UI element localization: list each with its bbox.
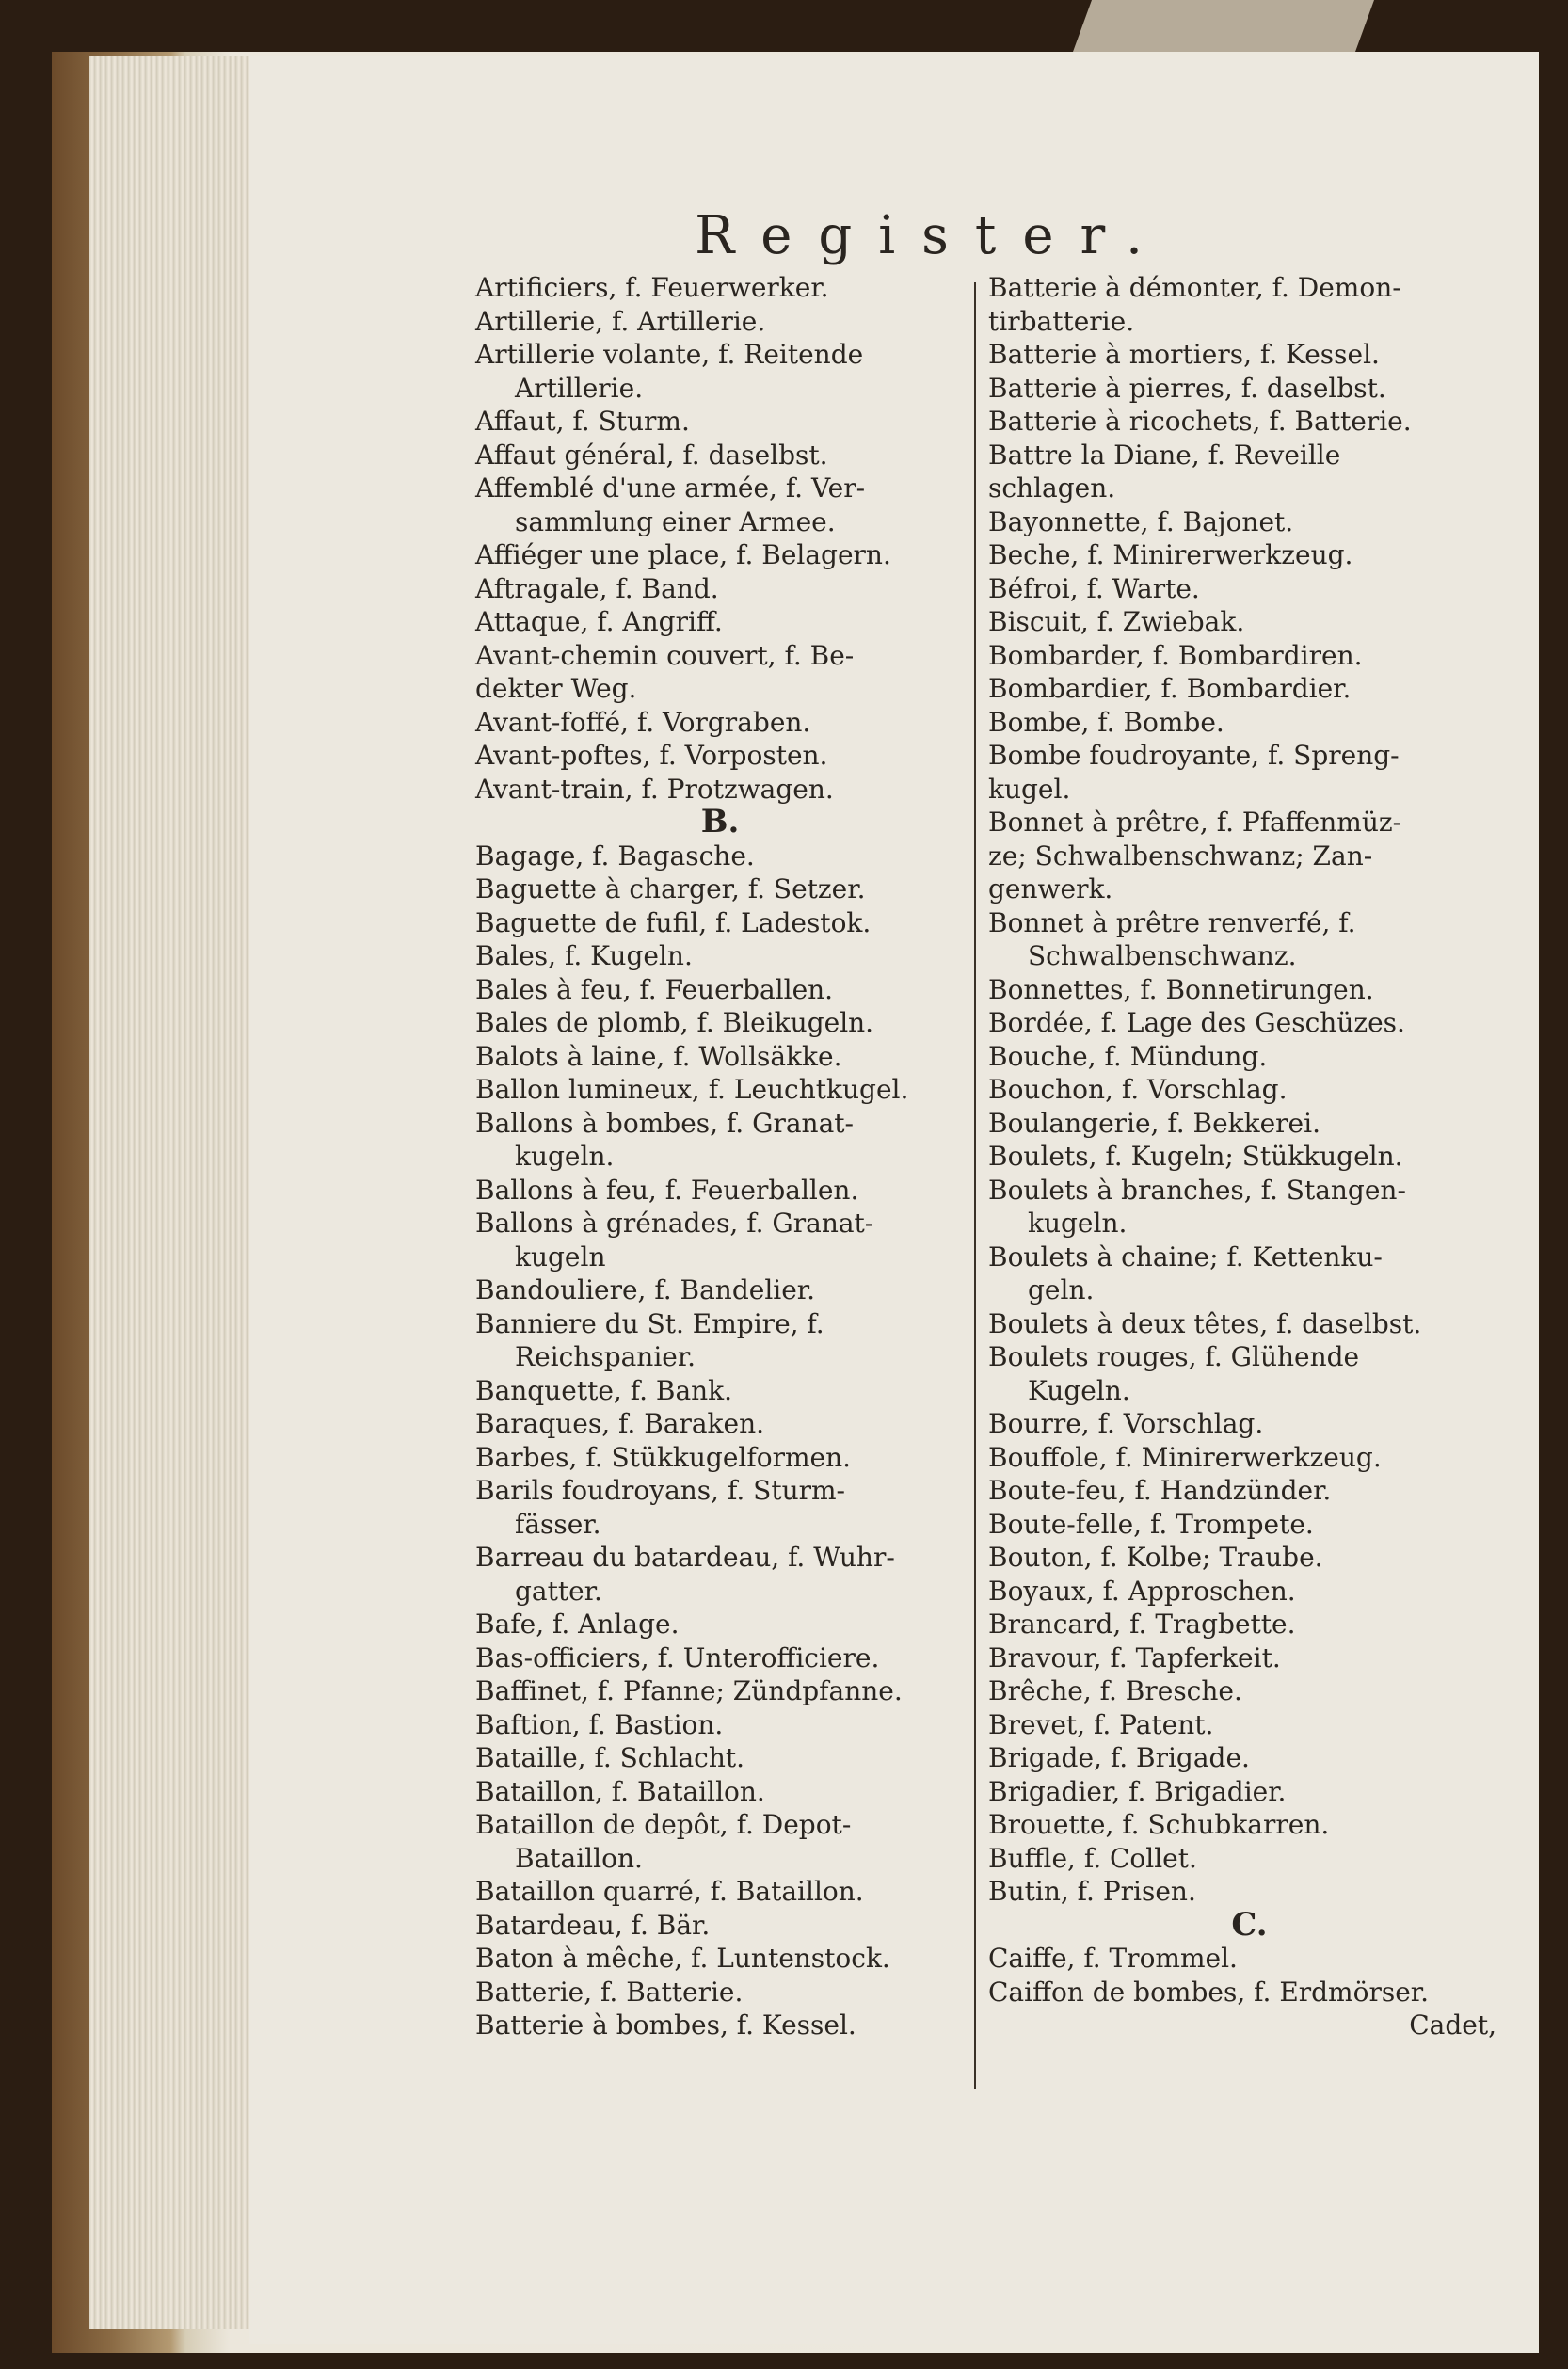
- index-entry: Bonnet à prêtre, f. Pfaffenmüz-: [988, 807, 1402, 838]
- index-entry: Brevet, f. Patent.: [988, 1708, 1214, 1740]
- index-entry: Ballons à grénades, f. Granat-: [475, 1208, 874, 1239]
- index-entry: gatter.: [515, 1575, 602, 1607]
- index-entry: Boulets, f. Kugeln; Stükkugeln.: [988, 1141, 1403, 1172]
- index-entry: Bandouliere, f. Bandelier.: [475, 1274, 816, 1305]
- index-entry: Bataille, f. Schlacht.: [475, 1742, 745, 1773]
- index-entry: Baguette de fufil, f. Ladestok.: [475, 906, 872, 938]
- index-entry: Béfroi, f. Warte.: [988, 572, 1200, 604]
- index-entry: Ballons à feu, f. Feuerballen.: [475, 1174, 859, 1206]
- index-entry: Aftragale, f. Band.: [475, 572, 719, 604]
- index-entry: Bourre, f. Vorschlag.: [988, 1408, 1264, 1439]
- index-entry: Barreau du batardeau, f. Wuhr-: [475, 1542, 895, 1573]
- index-entry: Bataillon, f. Bataillon.: [475, 1775, 765, 1807]
- index-entry: Artillerie.: [515, 372, 644, 404]
- index-entry: Brigadier, f. Brigadier.: [988, 1775, 1287, 1807]
- index-entry: Banquette, f. Bank.: [475, 1374, 733, 1406]
- index-entry: dekter Weg.: [475, 673, 637, 704]
- index-entry: fässer.: [515, 1508, 601, 1540]
- index-entry: Boulets rouges, f. Glühende: [988, 1341, 1360, 1372]
- index-entry: geln.: [1028, 1274, 1095, 1305]
- index-entry: Batterie à mortiers, f. Kessel.: [988, 339, 1380, 370]
- index-entry: Ballons à bombes, f. Granat-: [475, 1107, 854, 1139]
- index-entry: Bouche, f. Mündung.: [988, 1040, 1268, 1072]
- index-entry: Baffinet, f. Pfanne; Zündpfanne.: [475, 1675, 903, 1706]
- index-entry: Baguette à charger, f. Setzer.: [475, 873, 866, 904]
- index-entry: Bataillon.: [515, 1842, 643, 1874]
- index-entry: Bonnettes, f. Bonnetirungen.: [988, 973, 1374, 1005]
- index-entry: Balots à laine, f. Wollsäkke.: [475, 1040, 842, 1072]
- index-entry: Bales de plomb, f. Bleikugeln.: [475, 1007, 874, 1038]
- index-entry: Affaut, f. Sturm.: [475, 406, 690, 437]
- index-entry: Beche, f. Minirerwerkzeug.: [988, 539, 1353, 570]
- index-entry: Avant-foffé, f. Vorgraben.: [475, 706, 811, 738]
- index-entry: Bombardier, f. Bombardier.: [988, 673, 1352, 704]
- index-entry: kugeln.: [515, 1141, 615, 1172]
- index-entry: Schwalbenschwanz.: [1028, 940, 1297, 971]
- index-entry: Barils foudroyans, f. Sturm-: [475, 1475, 845, 1506]
- index-entry: sammlung einer Armee.: [515, 505, 836, 537]
- index-entry: Batterie à ricochets, f. Batterie.: [988, 406, 1412, 437]
- index-entry: Ballon lumineux, f. Leuchtkugel.: [475, 1074, 909, 1105]
- index-entry: Artificiers, f. Feuerwerker.: [475, 272, 829, 303]
- index-entry: Affaut général, f. daselbst.: [475, 439, 828, 471]
- index-entry: Boulets à branches, f. Stangen-: [988, 1174, 1406, 1206]
- index-entry: Batterie, f. Batterie.: [475, 1976, 744, 2008]
- page-edges: [89, 56, 249, 2329]
- index-entry: Boulets à chaine; f. Kettenku-: [988, 1241, 1383, 1273]
- index-entry: Batterie à pierres, f. daselbst.: [988, 372, 1386, 404]
- index-entry: Bravour, f. Tapferkeit.: [988, 1641, 1281, 1673]
- index-entry: Artillerie, f. Artillerie.: [475, 305, 766, 337]
- index-entry: Bombe, f. Bombe.: [988, 706, 1224, 738]
- index-entry: schlagen.: [988, 472, 1116, 504]
- index-entry: Baraques, f. Baraken.: [475, 1408, 765, 1439]
- index-entry: Bales à feu, f. Feuerballen.: [475, 973, 834, 1005]
- page-title: Register.: [695, 205, 1169, 266]
- index-entry: Bordée, f. Lage des Geschüzes.: [988, 1007, 1405, 1038]
- index-entry: Barbes, f. Stükkugelformen.: [475, 1441, 852, 1473]
- index-entry: Bonnet à prêtre renverfé, f.: [988, 906, 1356, 938]
- index-entry: Bas-officiers, f. Unterofficiere.: [475, 1641, 880, 1673]
- index-entry: kugeln: [515, 1241, 606, 1273]
- index-entry: Bales, f. Kugeln.: [475, 940, 693, 971]
- index-entry: ze; Schwalbenschwanz; Zan-: [988, 840, 1373, 872]
- index-entry: Bombe foudroyante, f. Spreng-: [988, 740, 1400, 771]
- index-entry: Avant-chemin couvert, f. Be-: [475, 639, 855, 671]
- index-entry: Affemblé d'une armée, f. Ver-: [475, 472, 866, 504]
- index-entry: Bagage, f. Bagasche.: [475, 840, 755, 872]
- section-letter: C.: [1231, 1905, 1268, 1944]
- index-entry: Affiéger une place, f. Belagern.: [475, 539, 891, 570]
- index-entry: Boulets à deux têtes, f. daselbst.: [988, 1307, 1422, 1339]
- index-column-right: [988, 271, 1511, 2042]
- catchword: Cadet,: [1409, 2009, 1496, 2041]
- index-entry: Boulangerie, f. Bekkerei.: [988, 1107, 1320, 1139]
- section-letter: B.: [700, 803, 740, 840]
- index-entry: tirbatterie.: [988, 305, 1135, 337]
- index-entry: Bataillon quarré, f. Bataillon.: [475, 1876, 864, 1907]
- index-entry: Brouette, f. Schubkarren.: [988, 1809, 1330, 1840]
- index-entry: Batterie à démonter, f. Demon-: [988, 272, 1401, 303]
- index-entry: genwerk.: [988, 873, 1113, 904]
- index-entry: Bafe, f. Anlage.: [475, 1609, 680, 1640]
- index-entry: Bayonnette, f. Bajonet.: [988, 505, 1294, 537]
- index-entry: Bouffole, f. Minirerwerkzeug.: [988, 1441, 1382, 1473]
- index-entry: Baton à mêche, f. Luntenstock.: [475, 1943, 890, 1974]
- index-entry: Baftion, f. Bastion.: [475, 1708, 724, 1740]
- index-entry: kugeln.: [1028, 1208, 1128, 1239]
- index-entry: Brêche, f. Bresche.: [988, 1675, 1242, 1706]
- index-entry: Bouchon, f. Vorschlag.: [988, 1074, 1288, 1105]
- index-entry: kugel.: [988, 773, 1071, 805]
- index-entry: Attaque, f. Angriff.: [475, 606, 723, 637]
- index-entry: Avant-poftes, f. Vorposten.: [475, 740, 828, 771]
- index-entry: Boute-feu, f. Handzünder.: [988, 1475, 1332, 1506]
- index-entry: Reichspanier.: [515, 1341, 696, 1372]
- index-entry: Kugeln.: [1028, 1374, 1130, 1406]
- index-column-left: [475, 271, 965, 2042]
- index-entry: Bataillon de depôt, f. Depot-: [475, 1809, 852, 1840]
- torn-paper-tab: [1073, 0, 1374, 52]
- index-entry: Artillerie volante, f. Reitende: [475, 339, 864, 370]
- column-divider: [974, 282, 976, 2089]
- index-entry: Batterie à bombes, f. Kessel.: [475, 2009, 856, 2041]
- index-entry: Butin, f. Prisen.: [988, 1876, 1196, 1907]
- index-entry: Avant-train, f. Protzwagen.: [475, 773, 834, 805]
- index-entry: Banniere du St. Empire, f.: [475, 1307, 824, 1339]
- index-entry: Batardeau, f. Bär.: [475, 1909, 711, 1941]
- index-entry: Brigade, f. Brigade.: [988, 1742, 1250, 1773]
- index-entry: Caiffon de bombes, f. Erdmörser.: [988, 1976, 1430, 2008]
- index-entry: Brancard, f. Tragbette.: [988, 1609, 1296, 1640]
- index-entry: Biscuit, f. Zwiebak.: [988, 606, 1245, 637]
- index-entry: Battre la Diane, f. Reveille: [988, 439, 1341, 471]
- index-entry: Bouton, f. Kolbe; Traube.: [988, 1542, 1323, 1573]
- index-entry: Boyaux, f. Approschen.: [988, 1575, 1296, 1607]
- index-entry: Buffle, f. Collet.: [988, 1842, 1197, 1874]
- index-entry: Boute-felle, f. Trompete.: [988, 1508, 1314, 1540]
- index-entry: Bombarder, f. Bombardiren.: [988, 639, 1363, 671]
- index-entry: Caiffe, f. Trommel.: [988, 1943, 1238, 1974]
